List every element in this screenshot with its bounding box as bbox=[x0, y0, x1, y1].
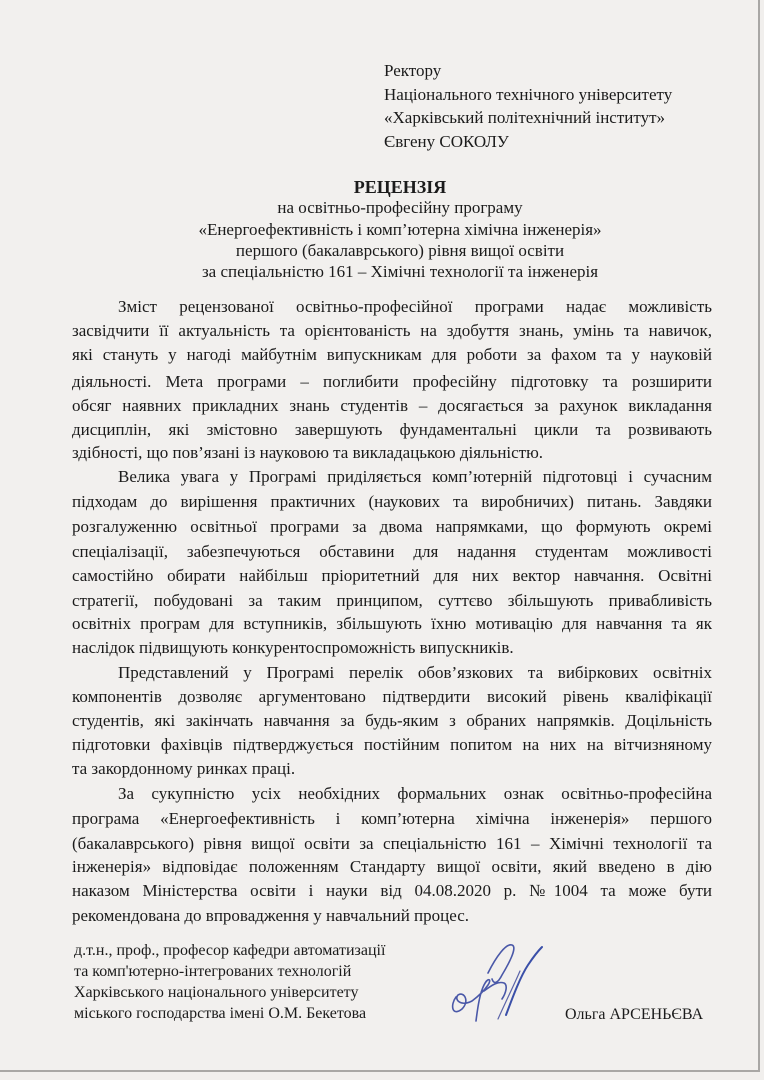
paragraph-line: студентів, які закінчать навчання за будь-яким з обраних напрямків. Доцільність bbox=[72, 711, 712, 730]
paragraph-line: підходам до вирішення практичних (наукових та виробничих) питань. Завдяки bbox=[72, 492, 712, 511]
paragraph-line: підготовки фахівців підтверджується постійним попитом на них на вітчизняному bbox=[72, 735, 712, 754]
signatory-position-line: міського господарства імені О.М. Бекетова bbox=[74, 1005, 367, 1022]
paragraph-line: стратегії, побудовані за таким принципом, суттєво збільшують привабливість bbox=[72, 591, 712, 610]
paragraph-line: рекомендована до впровадження у навчальний процес. bbox=[72, 906, 470, 925]
addressee-line: Ректору bbox=[384, 61, 442, 80]
signatory-name: Ольга АРСЕНЬЄВА bbox=[565, 1006, 704, 1023]
paragraph-line: Представлений у Програмі перелік обов’язкових та вибіркових освітніх bbox=[118, 663, 712, 682]
paragraph-line: здібності, що пов’язані із науковою та викладацькою діяльністю. bbox=[72, 443, 544, 462]
paragraph-line: освітніх програм для вступників, збільшують їхню мотивацію для навчання та як bbox=[72, 614, 712, 633]
signatory-position-line: д.т.н., проф., професор кафедри автоматизації bbox=[74, 942, 386, 959]
paragraph-line: які стануть у нагоді майбутнім випускникам для роботи за фахом та у науковій bbox=[72, 345, 712, 364]
paragraph-line: компонентів дозволяє аргументовано підтвердити високий рівень кваліфікації bbox=[72, 687, 712, 706]
signatory-position-line: Харківського національного університету bbox=[74, 984, 359, 1001]
heading-line: за спеціальністю 161 – Хімічні технології та інженерія bbox=[201, 262, 599, 281]
paragraph-line: спеціалізації, забезпечуються обставини для надання студентам можливості bbox=[72, 542, 712, 561]
heading-line: «Енергоефективність і комп’ютерна хімічна інженерія» bbox=[198, 220, 602, 239]
paragraph-line: наказом Міністерства освіти і науки від 04.08.2020 р. №1004 та може бути bbox=[72, 881, 712, 900]
addressee-line: Євгену СОКОЛУ bbox=[384, 132, 509, 151]
addressee-line: «Харківський політехнічний інститут» bbox=[384, 108, 666, 127]
heading-line: на освітньо-професійну програму bbox=[277, 198, 523, 217]
addressee-line: Національного технічного університету bbox=[384, 85, 673, 104]
paragraph-line: самостійно обирати найбільш пріоритетний для них вектор навчання. Освітні bbox=[72, 566, 712, 585]
paragraph-line: розгалуженню освітньої програми за двома напрямками, що формують окремі bbox=[72, 517, 712, 536]
paragraph-line: дисциплін, які змістовно завершують фундаментальні цикли та розвивають bbox=[72, 420, 712, 439]
paragraph-line: Велика увага у Програмі приділяється комп’ютерній підготовці і сучасним bbox=[118, 467, 712, 486]
paragraph-line: Зміст рецензованої освітньо-професійної програми надає можливість bbox=[118, 297, 712, 316]
paragraph-line: інженерія» відповідає положенням Стандарту вищої освіти, який введено в дію bbox=[72, 857, 712, 876]
heading-line: першого (бакалаврського) рівня вищої освіти bbox=[235, 241, 565, 260]
paragraph-line: наслідок підвищують конкурентоспроможність випускників. bbox=[72, 638, 514, 657]
document-title: РЕЦЕНЗІЯ bbox=[353, 177, 447, 197]
signature-stroke bbox=[498, 971, 520, 1019]
paragraph-line: обсяг наявних прикладних знань студентів – досягається за рахунок викладання bbox=[72, 396, 712, 415]
paragraph-line: та закордонному ринках праці. bbox=[72, 759, 296, 778]
paragraph-line: програма «Енергоефективність і комп’ютерна хімічна інженерія» першого bbox=[72, 809, 712, 828]
paragraph-line: За сукупністю усіх необхідних формальних ознак освітньо-професійна bbox=[118, 784, 712, 803]
paragraph-line: (бакалаврського) рівня вищої освіти за спеціальністю 161 – Хімічні технології та bbox=[72, 834, 712, 853]
signature-stroke bbox=[453, 980, 490, 1021]
paragraph-line: діяльності. Мета програми – поглибити професійну підготовку та розширити bbox=[72, 372, 712, 391]
signature-stroke bbox=[484, 945, 514, 999]
handwritten-signature bbox=[448, 935, 548, 1025]
signatory-position-line: та комп'ютерно-інтегрованих технологій bbox=[74, 963, 352, 980]
paragraph-line: засвідчити її актуальність та орієнтованість на здобуття знань, умінь та навичок, bbox=[72, 321, 712, 340]
